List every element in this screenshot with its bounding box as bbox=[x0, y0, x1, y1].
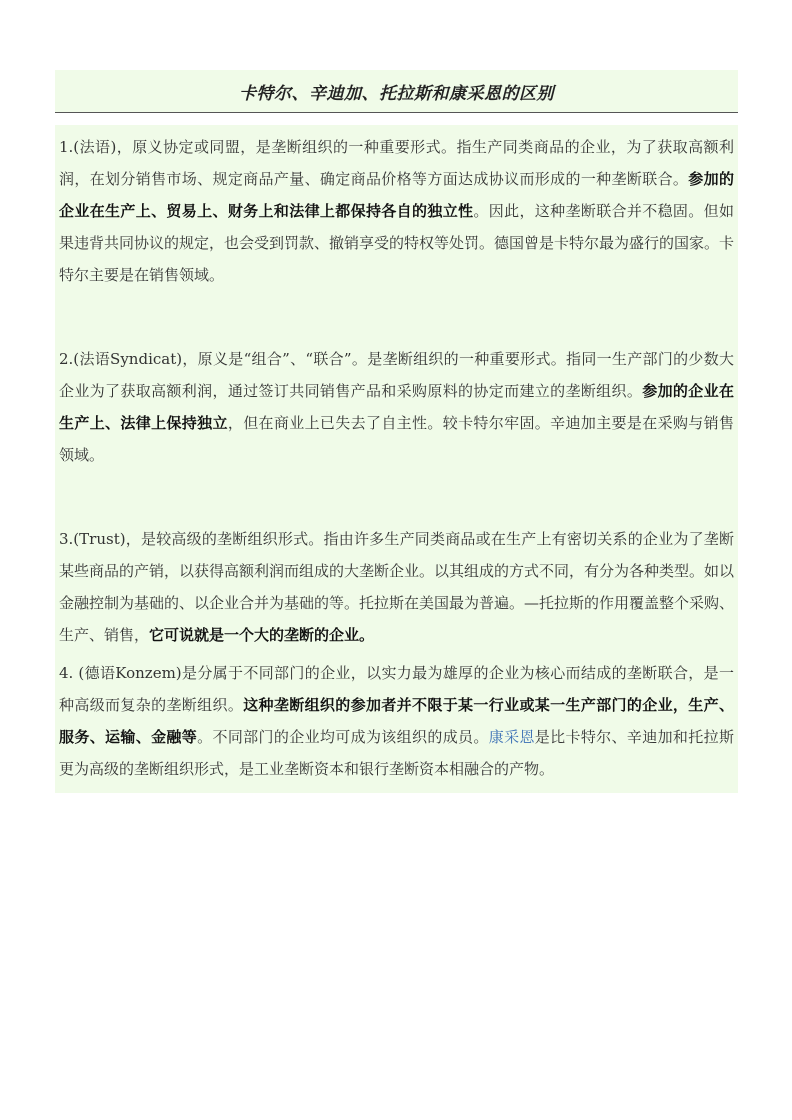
paragraph-syndicate bbox=[59, 343, 734, 471]
text-segment: 1.(法语)，原义协定或同盟，是垄断组织的一种重要形式。指生产同类商品的企业，为了获取高额利润，在划分销售市场、规定商品产量、确定商品价格等方面达成协议而形成的一种垄断联合。 bbox=[59, 138, 734, 188]
document bbox=[55, 70, 738, 793]
text-segment: ，但在商业上已失去了自主性。较卡特尔牢固。辛迪加主要是在采购与销售领域。 bbox=[59, 414, 734, 464]
text-segment: 。不同部门的企业均可成为该组织的成员。 bbox=[197, 728, 489, 746]
paragraph-konzern bbox=[59, 657, 734, 785]
bold-text-segment: 参加的企业在生产上、法律上保持独立 bbox=[59, 382, 734, 432]
text-segment: 3.(Trust)，是较高级的垄断组织形式。指由许多生产同类商品或在生产上有密切关系的企业为了垄断某些商品的产销，以获得高额利润而组成的大垄断企业。以其组成的方式不同，有分为各种类型。如以金融控制为基础的、以企业合并为基础的等。托拉斯在美国最为普遍。—托拉斯的作用覆盖整个采购、生产、销售， bbox=[59, 530, 735, 644]
document-body bbox=[55, 125, 738, 793]
paragraph-spacer bbox=[59, 471, 734, 523]
text-segment: 。因此，这种垄断联合并不稳固。但如果违背共同协议的规定，也会受到罚款、撤销享受的特权等处罚。德国曾是卡特尔最为盛行的国家。卡特尔主要是在销售领域。 bbox=[59, 202, 735, 284]
title-bar bbox=[55, 70, 738, 113]
konzern-link[interactable]: 康采恩 bbox=[488, 728, 535, 746]
paragraph-spacer bbox=[59, 291, 734, 343]
text-segment: 2.(法语Syndicat)，原义是“组合”、“联合”。是垄断组织的一种重要形式。指同一生产部门的少数大企业为了获取高额利润，通过签订共同销售产品和采购原料的协定而建立的垄断组织。 bbox=[59, 350, 734, 400]
paragraph-cartel bbox=[59, 131, 734, 291]
document-title: 卡特尔、辛迪加、托拉斯和康采恩的区别 bbox=[239, 83, 554, 104]
bold-text-segment: 这种垄断组织的参加者并不限于某一行业或某一生产部门的企业，生产、服务、运输、金融等 bbox=[59, 696, 734, 746]
bold-text-segment: 它可说就是一个大的垄断的企业。 bbox=[149, 626, 375, 644]
paragraph-trust bbox=[59, 523, 734, 651]
text-segment: 4. (德语Konzem)是分属于不同部门的企业，以实力最为雄厚的企业为核心而结成的垄断联合，是一种高级而复杂的垄断组织。 bbox=[59, 664, 734, 714]
bold-text-segment: 参加的企业在生产上、贸易上、财务上和法律上都保持各自的独立性 bbox=[59, 170, 734, 220]
text-segment: 是比卡特尔、辛迪加和托拉斯更为高级的垄断组织形式，是工业垄断资本和银行垄断资本相融合的产物。 bbox=[59, 728, 734, 778]
